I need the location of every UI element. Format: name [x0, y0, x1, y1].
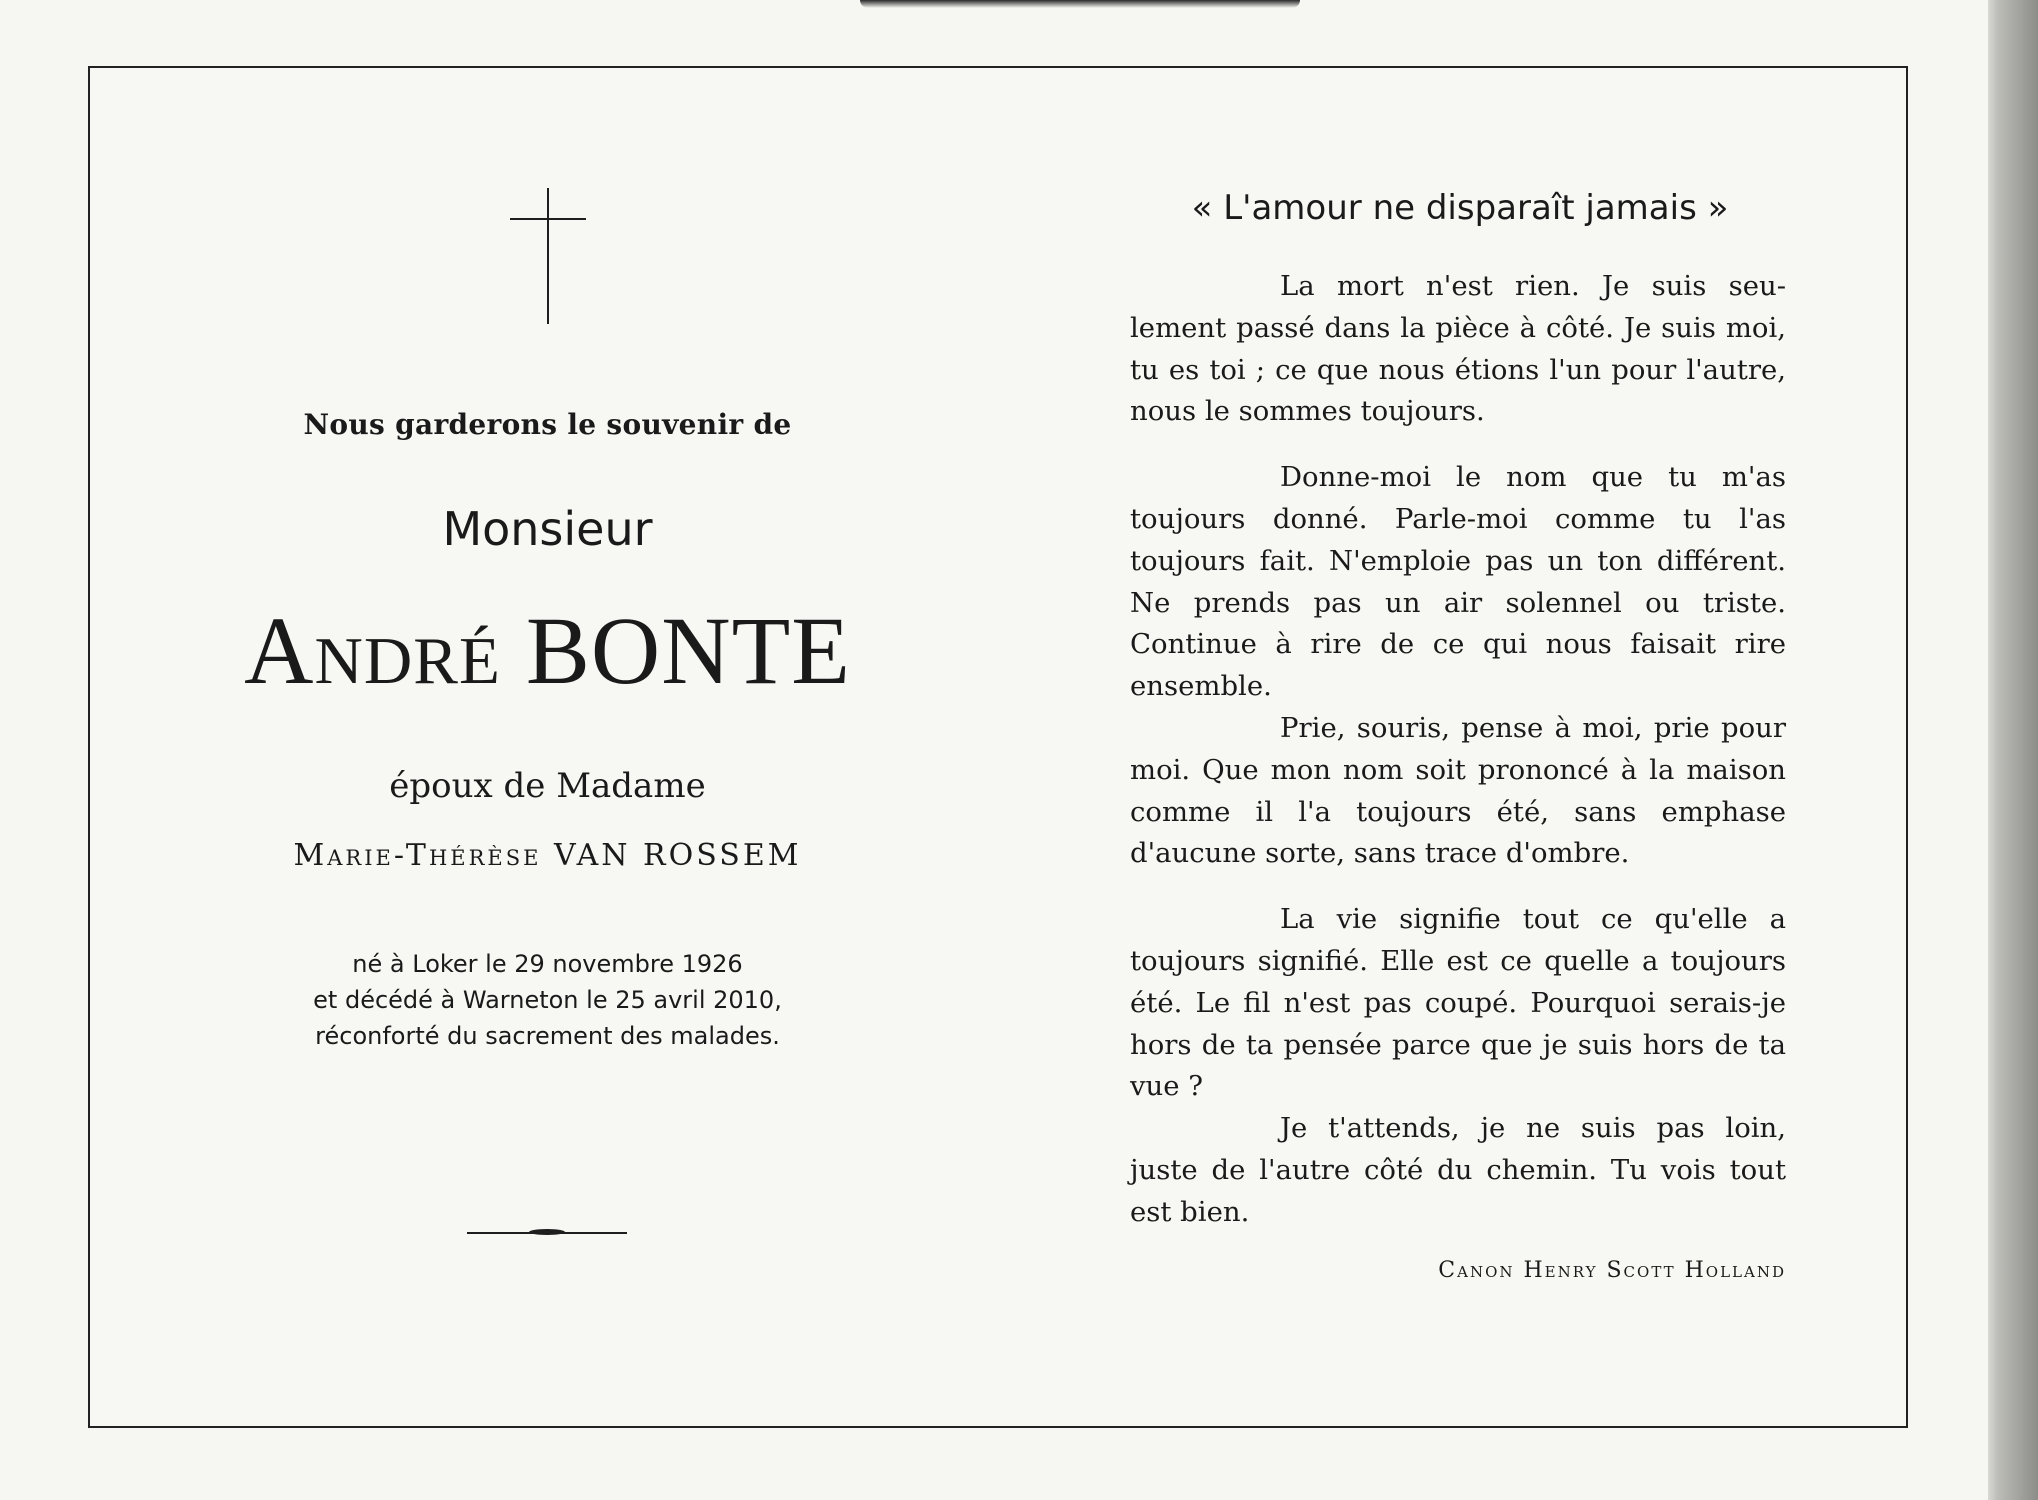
poem-paragraph: Je t'attends, je ne suis pas loin, juste de l'autre côté du chemin. Tu vois tout est bien. — [1130, 1112, 1786, 1228]
sacrament-line: réconforté du sacrement des malades. — [315, 1022, 780, 1050]
spouse-name: Marie-Thérèse VAN ROSSEM — [293, 838, 802, 873]
deceased-name — [90, 598, 1005, 704]
left-panel — [90, 68, 1090, 1426]
poem — [1130, 266, 1786, 1234]
poem-paragraph: La mort n'est rien. Je suis seulement passé dans la pièce à côté. Je suis moi, tu es toi ; ce que nous étions l'un pour l'autre, nous le sommes toujours. — [1130, 270, 1786, 428]
honorific: Monsieur — [442, 502, 653, 556]
poem-paragraph: Donne-moi le nom que tu m'as toujours donné. Parle-moi comme tu l'as toujours fait. N'emploie pas un ton différent. Ne prends pas un air solennel ou triste. Continue à rire de ce qui nous faisait rire ensemble. — [1130, 461, 1786, 703]
scan-top-shadow — [860, 0, 1300, 8]
deceased-last-name: BONTE — [525, 597, 851, 704]
scan-right-edge — [1988, 0, 2038, 1500]
poem-author: Canon Henry Scott Holland — [1438, 1258, 1786, 1283]
poem-paragraph: Prie, souris, pense à moi, prie pour moi. Que mon nom soit prononcé à la maison comme il l'a toujours été, sans emphase d'aucune sorte, sans trace d'ombre. — [1130, 711, 1786, 870]
poem-paragraph: La vie signifie tout ce qu'elle a toujours signifié. Elle est ce quelle a toujours été. Le fil n'est pas coupé. Pourquoi serais-je hors de ta pensée parce que je suis hors de ta vue ? — [1130, 903, 1786, 1103]
memorial-card — [88, 66, 1908, 1428]
death-line: et décédé à Warneton le 25 avril 2010, — [313, 986, 782, 1014]
cross-icon — [510, 188, 586, 324]
remember-line: Nous garderons le souvenir de — [303, 408, 792, 441]
right-panel — [1130, 68, 1790, 1426]
quote-title: « L'amour ne disparaît jamais » — [1191, 188, 1729, 228]
ornament-divider — [467, 1228, 627, 1238]
birth-line: né à Loker le 29 novembre 1926 — [352, 950, 743, 978]
deceased-first-name: André — [244, 597, 501, 704]
life-dates — [90, 946, 1005, 1054]
spouse-label: époux de Madame — [389, 766, 706, 806]
